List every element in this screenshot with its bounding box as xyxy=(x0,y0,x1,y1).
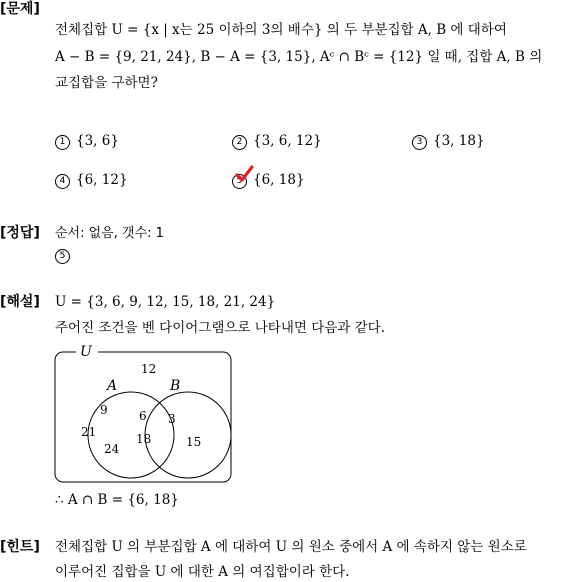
problem-label: [문제] xyxy=(0,1,40,17)
choice-4[interactable] xyxy=(55,170,128,190)
answer-label: [정답] xyxy=(0,225,40,241)
choice-text: {6, 12} xyxy=(76,172,128,188)
choice-number: 5 xyxy=(232,174,247,189)
problem-line-2: A − B = {9, 21, 24}, B − A = {3, 15}, Aᶜ ∩ Bᶜ = {12} 일 때, 집합 A, B 의 xyxy=(55,49,543,65)
choice-text: {3, 6, 12} xyxy=(253,133,322,149)
solution-line-1: U = {3, 6, 9, 12, 15, 18, 21, 24} xyxy=(55,294,276,310)
set-a-label: A xyxy=(107,378,118,394)
universe-label: U xyxy=(80,344,92,360)
a-only-element: 21 xyxy=(81,425,97,439)
hint-line-1: 전체집합 U 의 부분집합 A 에 대하여 U 의 원소 중에서 A 에 속하지 않는 원소로 xyxy=(55,539,527,555)
choice-text: {3, 6} xyxy=(76,133,119,149)
a-only-element: 24 xyxy=(104,442,120,456)
answer-choice-number: 5 xyxy=(55,249,70,264)
solution-label: [해설] xyxy=(0,294,40,310)
b-only-element: 3 xyxy=(168,412,176,426)
b-only-element: 15 xyxy=(186,435,202,449)
venn-diagram xyxy=(50,340,240,488)
choice-number: 3 xyxy=(412,135,427,150)
solution-line-2: 주어진 조건을 벤 다이어그램으로 나타내면 다음과 같다. xyxy=(55,320,385,336)
problem-line-3: 교집합을 구하면? xyxy=(55,75,158,91)
answer-choice xyxy=(55,247,76,265)
set-b-label: B xyxy=(170,378,181,394)
choice-1[interactable] xyxy=(55,131,119,151)
check-mark-icon xyxy=(234,164,254,184)
choice-2[interactable] xyxy=(232,131,322,151)
choice-number: 1 xyxy=(55,135,70,150)
a-only-element: 9 xyxy=(100,403,108,417)
intersection-element: 18 xyxy=(136,432,152,446)
choice-3[interactable] xyxy=(412,131,485,151)
choice-text: {3, 18} xyxy=(433,133,485,149)
outside-element: 12 xyxy=(141,362,157,376)
choice-5[interactable] xyxy=(232,170,305,190)
choice-number: 2 xyxy=(232,135,247,150)
solution-conclusion: ∴ A ∩ B = {6, 18} xyxy=(55,492,179,508)
choice-number: 4 xyxy=(55,174,70,189)
hint-line-2: 이루어진 집합을 U 에 대한 A 의 여집합이라 한다. xyxy=(55,564,350,580)
choice-text: {6, 18} xyxy=(253,172,305,188)
choice-number-marked xyxy=(232,170,247,190)
hint-label: [힌트] xyxy=(0,539,40,555)
answer-line: 순서: 없음, 갯수: 1 xyxy=(55,226,164,241)
problem-line-1: 전체집합 U = {x | x는 25 이하의 3의 배수} 의 두 부분집합 A, B 에 대하여 xyxy=(55,22,507,38)
intersection-element: 6 xyxy=(139,409,147,423)
